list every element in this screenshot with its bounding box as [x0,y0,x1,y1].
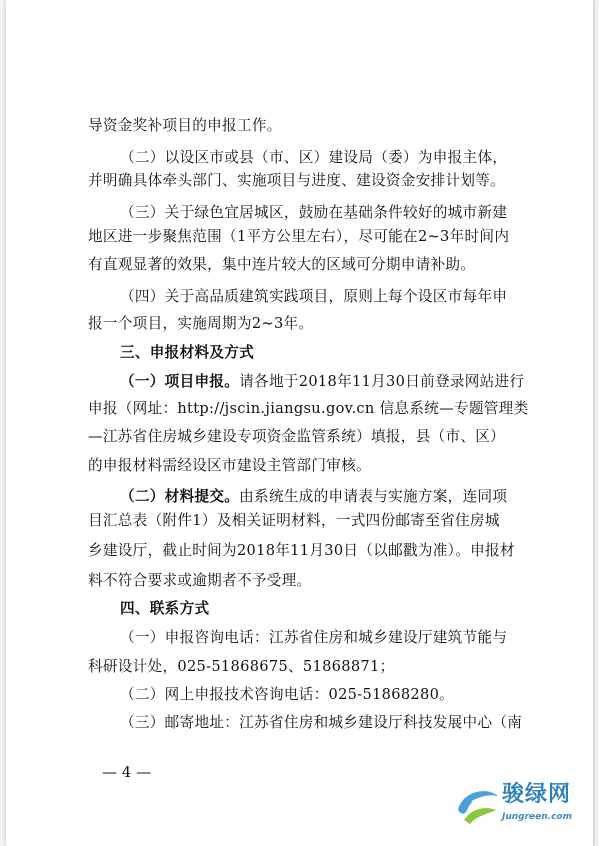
watermark-url: Jungreen.com [502,812,572,822]
subheading-material-submission: （二）材料提交。 [120,488,240,505]
text-line-19: （一）申报咨询电话：江苏省住房和城乡建设厅建筑节能与 [120,629,508,646]
text-line-21: （二）网上申报技术咨询电话：025-51868280。 [120,686,455,703]
text-line-10 [120,372,560,392]
section-heading-materials: 三、申报材料及方式 [120,344,255,361]
text-line-14-body: 由系统生成的申请表与实施方案，连同项 [239,488,508,505]
text-line-16: 乡建设厅，截止时间为2018年11月30日（以邮戳为准）。申报材 [88,542,515,559]
text-line-20: 科研设计处，025-51868675、51868871； [88,658,395,675]
document-page [6,0,593,846]
watermark-title: 骏绿网 [502,782,572,807]
text-line-22: （三）邮寄地址：江苏省住房和城乡建设厅科技发展中心（南 [120,714,523,731]
text-line-14 [120,487,560,507]
text-line-11: 申报（网址：http://jscin.jiangsu.gov.cn 信息系统—专题管理类 [88,400,529,417]
text-line-3: 并明确具体牵头部门、实施项目与进度、建设资金安排计划等。 [88,172,506,189]
text-line-7: （四）关于高品质建筑实践项目，原则上每个设区市每年申 [120,288,508,305]
section-heading-contact: 四、联系方式 [120,600,210,617]
text-line-5: 地区进一步聚焦范围（1平方公里左右），尽可能在2~3年时间内 [88,228,510,245]
leaf-swirl-logo-icon [452,780,504,832]
text-line-1: 导资金奖补项目的申报工作。 [88,117,282,134]
text-line-10-body: 请各地于2018年11月30日前登录网站进行 [239,373,525,390]
text-line-13: 的申报材料需经设区市建设主管部门审核。 [88,457,371,474]
text-line-12: —江苏省住房城乡建设专项资金监管系统）填报，县（市、区） [88,428,506,445]
watermark-logo [452,780,592,838]
text-line-8: 报一个项目，实施周期为2~3年。 [88,315,314,332]
text-line-2: （二）以设区市或县（市、区）建设局（委）为申报主体， [120,149,508,166]
page-number: — 4 — [102,763,152,781]
subheading-project-application: （一）项目申报。 [120,373,240,390]
text-line-6: 有直观显著的效果，集中连片较大的区域可分期申请补助。 [88,256,476,273]
text-line-17: 料不符合要求或逾期者不予受理。 [88,572,312,589]
text-line-4: （三）关于绿色宜居城区，鼓励在基础条件较好的城市新建 [120,204,508,221]
text-line-15: 目汇总表（附件1）及相关证明材料，一式四份邮寄至省住房城 [88,512,500,529]
